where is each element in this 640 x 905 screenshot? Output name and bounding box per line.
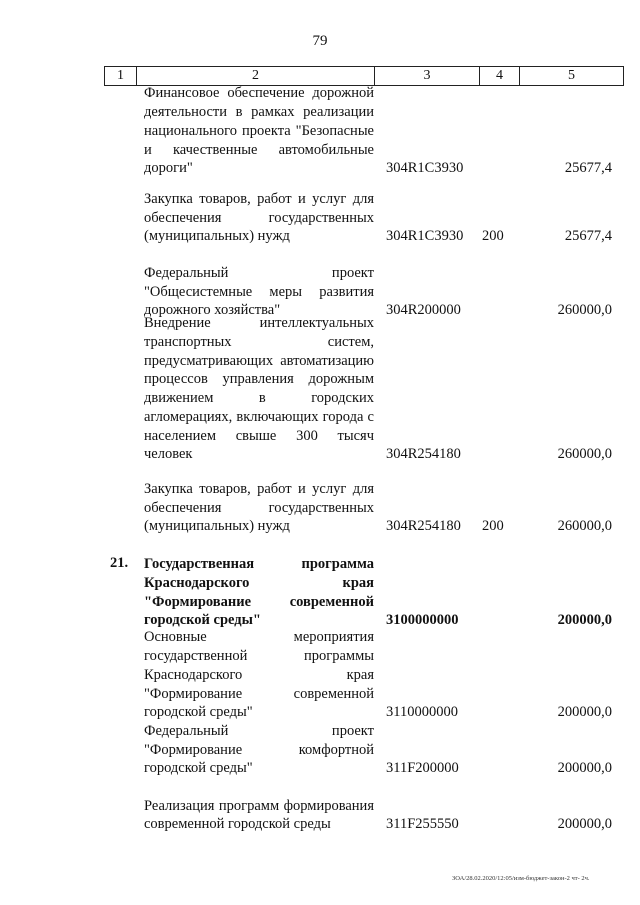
row-sum: 260000,0 <box>557 518 612 535</box>
row-text: Реализация программ формирования современной городской среды <box>144 797 374 833</box>
row-code: 3100000000 <box>386 612 459 629</box>
page-number: 79 <box>312 33 328 49</box>
row-code: 304R200000 <box>386 302 461 319</box>
row-code: 311F255550 <box>386 816 459 833</box>
row-sum: 200000,0 <box>557 704 612 721</box>
table-row <box>104 796 624 834</box>
row-text: Федеральный проект "Общесистемные меры развития дорожного хозяйства" <box>144 264 374 319</box>
table-row <box>104 315 624 464</box>
row-text: Основные мероприятия государственной программы Краснодарского края "Формирование современной городской среды" <box>144 629 374 721</box>
row-text: Финансовое обеспечение дорожной деятельности в рамках реализации национального проекта "Безопасные и качественные автомобильные дороги" <box>144 85 374 177</box>
row-code: 311F200000 <box>386 760 459 777</box>
row-code: 3110000000 <box>386 704 458 721</box>
row-text: Закупка товаров, работ и услуг для обеспечения государственных (муниципальных) нужд <box>144 190 374 245</box>
row-code: 304R1C3930 <box>386 160 464 177</box>
row-text: Федеральный проект "Формирование комфортной городской среды" <box>144 722 374 777</box>
row-code: 304R254180 <box>386 518 461 535</box>
table-row <box>104 722 624 778</box>
table-row <box>104 190 624 246</box>
header-col-5: 5 <box>568 68 575 83</box>
row-sum: 200000,0 <box>557 816 612 833</box>
footer-file-stamp: ЗОА/28.02.2020/12:05/изм-бюджет-закон-2 чт- 2ч. <box>452 875 590 882</box>
row-kvr: 200 <box>482 518 504 535</box>
table-row <box>104 629 624 722</box>
header-col-2: 2 <box>137 67 375 85</box>
row-sum: 260000,0 <box>557 446 612 463</box>
header-col-3: 3 <box>375 67 480 85</box>
table-row <box>104 264 624 320</box>
row-sum: 200000,0 <box>557 760 612 777</box>
row-text: Внедрение интеллектуальных транспортных систем, предусматривающих автоматизацию процессов управления дорожным движением в городских агломерациях, включающих города с населением свыше 300 тысяч человек <box>144 315 374 463</box>
row-code: 304R1C3930 <box>386 228 464 245</box>
row-text: Закупка товаров, работ и услуг для обеспечения государственных (муниципальных) нужд <box>144 480 374 535</box>
row-number: 21. <box>110 555 129 572</box>
header-col-1: 1 <box>105 67 137 85</box>
table-row <box>104 85 624 178</box>
row-sum: 200000,0 <box>557 612 612 629</box>
table-row-program <box>104 554 624 630</box>
table-header <box>104 66 624 86</box>
row-sum: 25677,4 <box>564 160 612 177</box>
row-sum: 260000,0 <box>557 302 612 319</box>
header-col-4: 4 <box>480 67 520 85</box>
row-kvr: 200 <box>482 228 504 245</box>
table-row <box>104 480 624 536</box>
row-text: Государственная программа Краснодарского края "Формирование современной городской среды" <box>144 556 374 629</box>
row-sum: 25677,4 <box>564 228 612 245</box>
row-code: 304R254180 <box>386 446 461 463</box>
